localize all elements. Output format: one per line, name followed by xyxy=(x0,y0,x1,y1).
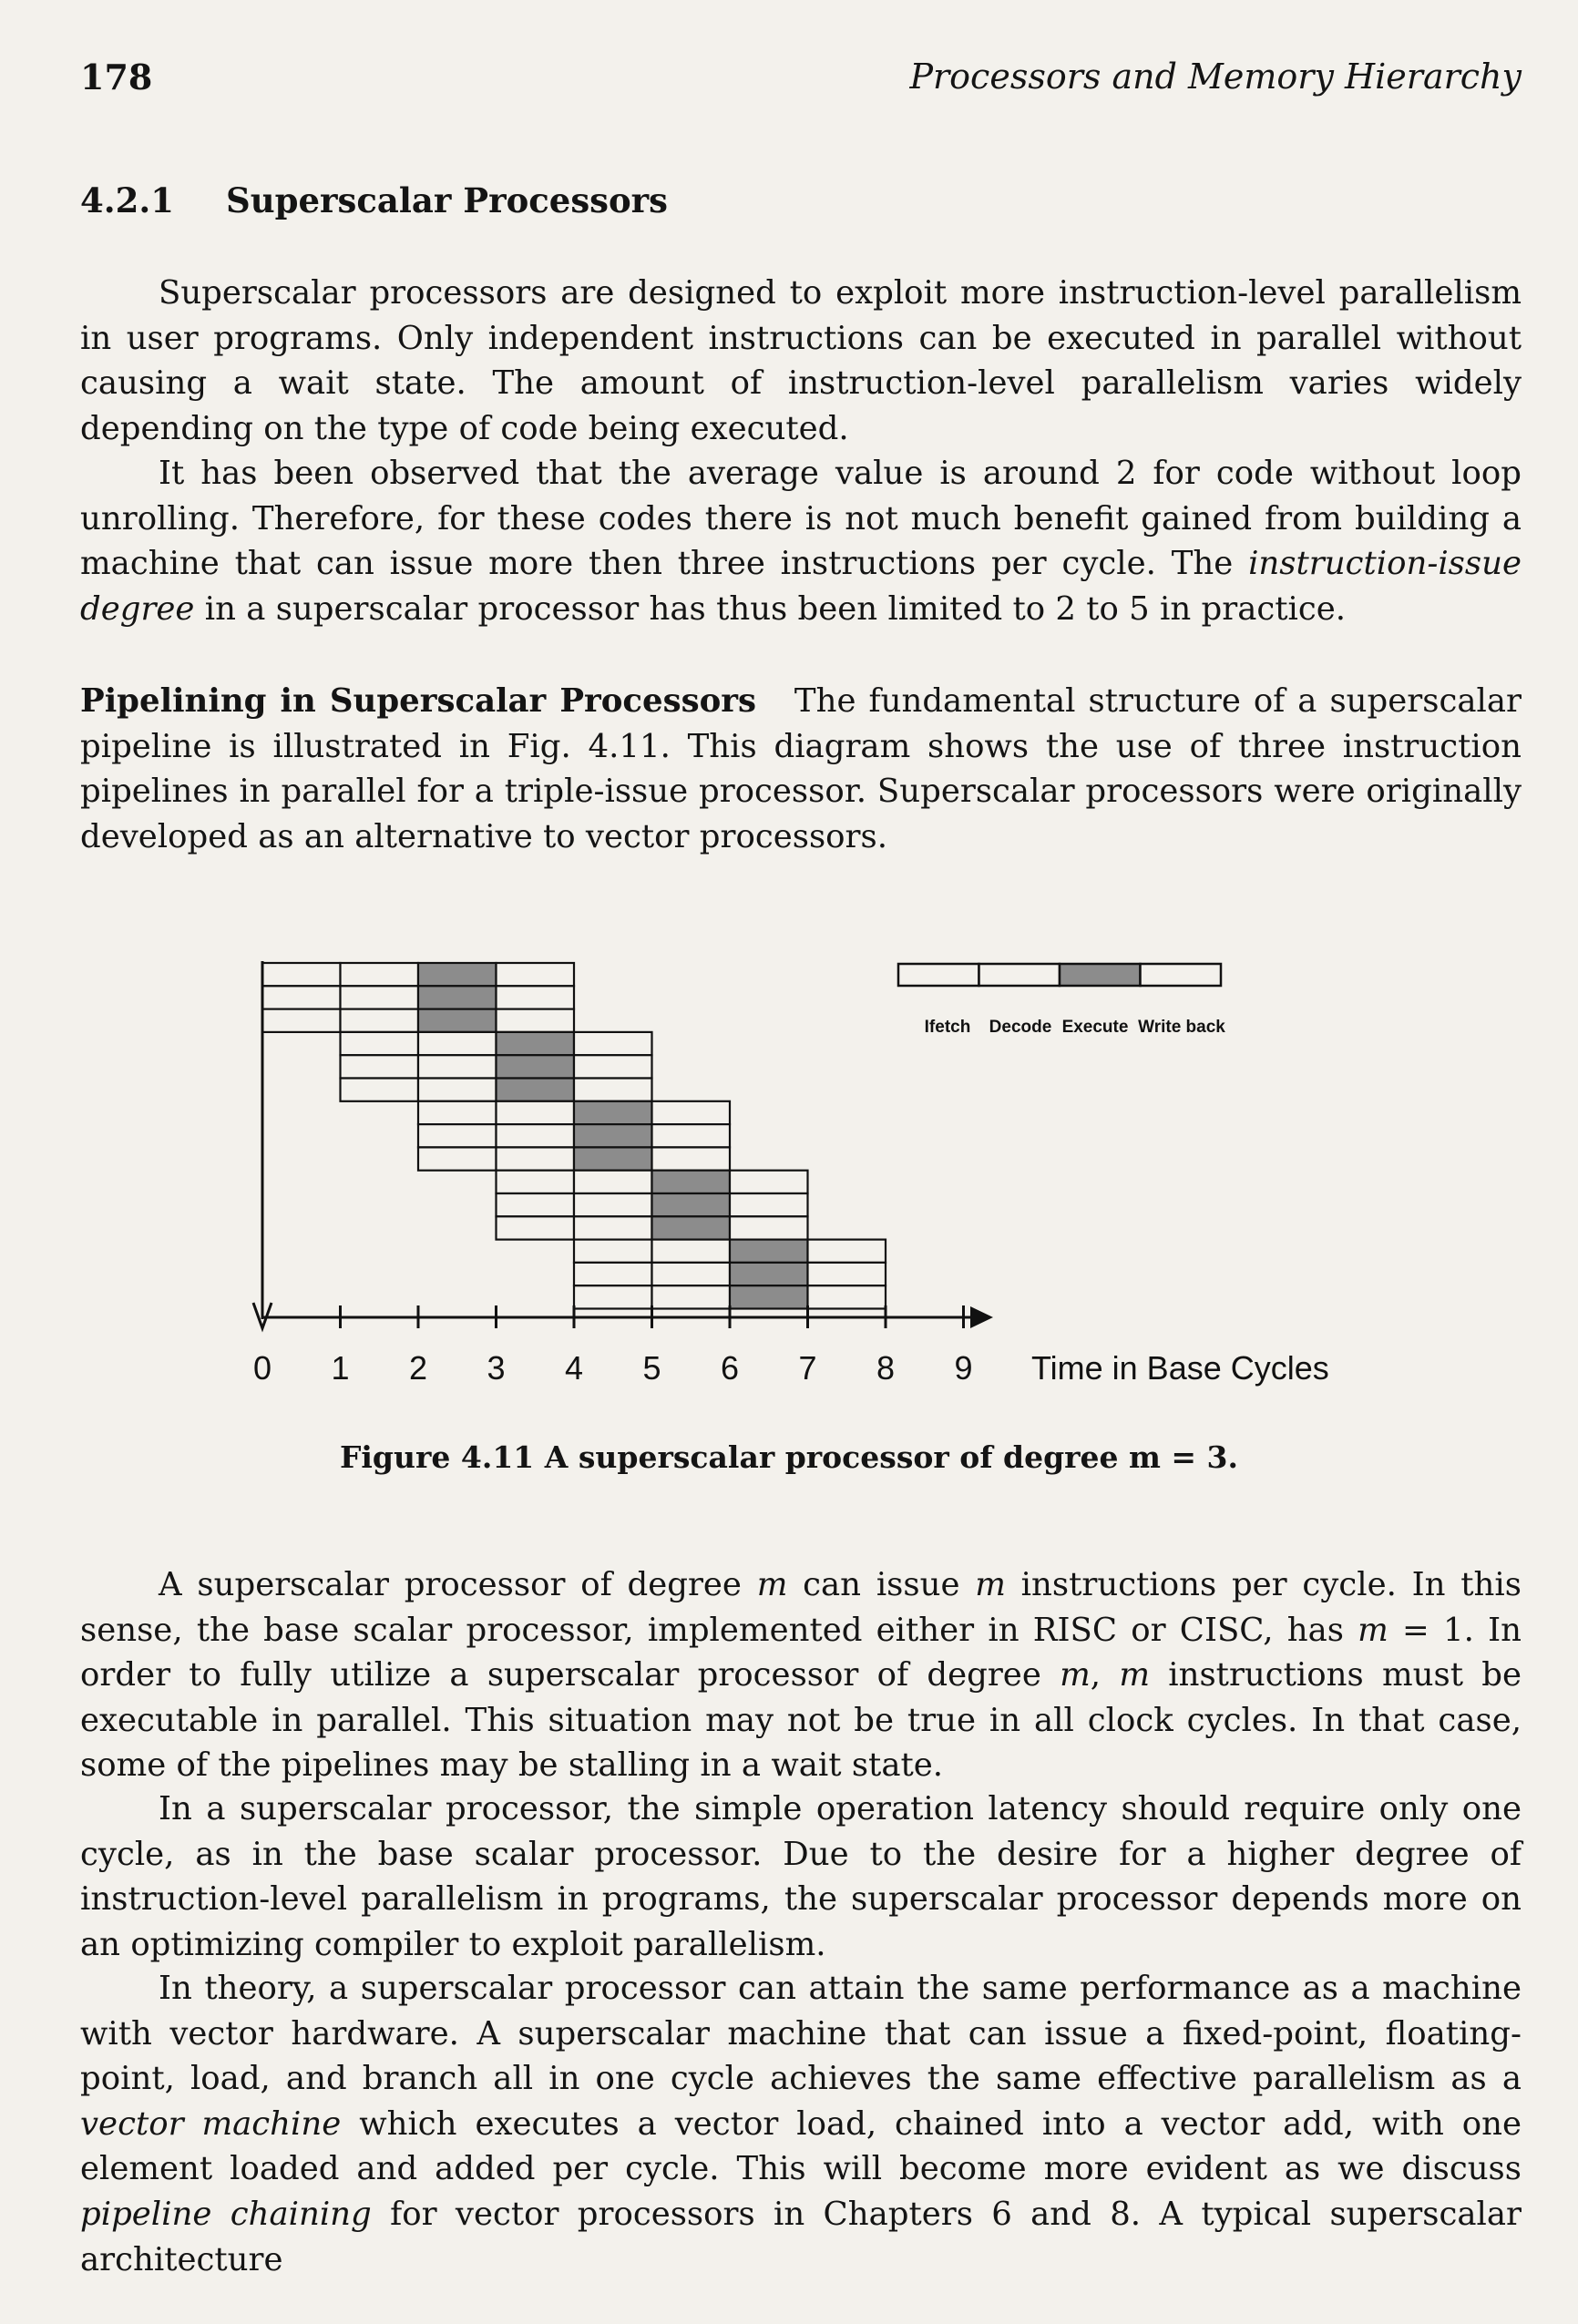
legend-label: Write back xyxy=(1138,1018,1225,1037)
pipeline-stage-cell xyxy=(730,1263,808,1285)
legend-swatch xyxy=(1141,964,1222,986)
paragraph-2-post: in a superscalar processor has thus been limited to 2 to 5 in practice. xyxy=(194,589,1347,628)
pipeline-stage-cell xyxy=(418,1009,497,1032)
paragraph-2-term: instruction-issue degree xyxy=(80,545,1522,628)
pipeline-stage-cell xyxy=(497,986,575,1008)
pipeline-stage-cell xyxy=(652,1216,731,1239)
pipeline-stage-cell xyxy=(574,1032,652,1055)
italic-term: m xyxy=(1060,1656,1091,1694)
pipeline-stage-cell xyxy=(808,1240,886,1263)
pipeline-stage-cell xyxy=(341,1009,419,1032)
pipeline-stage-cell xyxy=(418,1101,497,1124)
pipeline-stage-cell xyxy=(262,963,341,986)
axis-arrowhead-right xyxy=(970,1306,993,1328)
pipeline-stage-cell xyxy=(652,1193,731,1216)
pipeline-stage-cell xyxy=(418,1147,497,1170)
text-run: instructions per cycle. In this sense, the base scalar processor, implemented either in RISC or CISC, has xyxy=(80,1566,1522,1649)
pipeline-stage-cell xyxy=(418,963,497,986)
pipeline-stage-cell xyxy=(652,1147,731,1170)
pipeline-stage-cell xyxy=(652,1124,731,1147)
pipeline-stage-cell xyxy=(262,986,341,1008)
pipeline-stage-cell xyxy=(730,1171,808,1193)
legend-label: Execute xyxy=(1061,1018,1129,1037)
pipeline-stage-cell xyxy=(418,986,497,1008)
italic-term: m xyxy=(1358,1611,1388,1649)
pipeline-stage-cell xyxy=(574,1263,652,1285)
italic-term: vector machine xyxy=(80,2104,342,2143)
pipeline-stage-cell xyxy=(574,1147,652,1170)
pipeline-stage-cell xyxy=(574,1285,652,1308)
section-title: Superscalar Processors xyxy=(226,180,668,220)
italic-term: pipeline chaining xyxy=(80,2195,372,2233)
pipeline-stage-cell xyxy=(574,1055,652,1078)
page-number: 178 xyxy=(80,56,153,97)
pipeline-stage-cell xyxy=(652,1240,731,1263)
paragraph-2-pre: It has been observed that the average value is around 2 for code without loop unrolling. Therefore, for these codes there is not much benefit gained from building a machine that can issue more then three instructions per cycle. The xyxy=(80,455,1522,583)
pipeline-stage-cell xyxy=(652,1285,731,1308)
pipeline-stage-cell xyxy=(574,1079,652,1101)
pipeline-stage-cell xyxy=(497,1009,575,1032)
legend-label: Decode xyxy=(989,1018,1052,1037)
pipeline-stage-cell xyxy=(574,1101,652,1124)
text-run: In a superscalar processor, the simple operation latency should require only one cycle, as in the base scalar processor. Due to the desire for a higher degree of instruction-level parallelism in programs, the superscalar processor depends more on an optimizing compiler to exploit parallelism. xyxy=(80,1790,1522,1963)
x-tick-label: 6 xyxy=(720,1349,740,1387)
pipeline-stage-cell xyxy=(574,1240,652,1263)
pipeline-stage-cell xyxy=(574,1193,652,1216)
pipeline-stage-cell xyxy=(497,1147,575,1170)
pipeline-stage-cell xyxy=(730,1216,808,1239)
paragraph-4-body xyxy=(80,1566,1522,1784)
pipeline-stage-cell xyxy=(808,1285,886,1308)
pipeline-stage-cell xyxy=(574,1124,652,1147)
text-run: , xyxy=(1090,1656,1120,1694)
legend-swatch xyxy=(898,964,979,986)
legend-swatch xyxy=(1060,964,1141,986)
paragraph-3-text: The fundamental structure of a superscalar pipeline is illustrated in Fig. 4.11. This diagram shows the use of three instruction pipelines in parallel for a triple-issue processor. Superscalar processors were originally developed as an alternative to vector processors. xyxy=(80,682,1522,855)
x-tick-label: 0 xyxy=(252,1349,272,1387)
pipeline-stage-cell xyxy=(652,1171,731,1193)
legend-label: Ifetch xyxy=(924,1018,971,1037)
pipeline-stage-cell xyxy=(730,1193,808,1216)
section-number: 4.2.1 xyxy=(80,180,174,220)
x-tick-label: 7 xyxy=(798,1349,817,1387)
run-in-heading: Pipelining in Superscalar Processors xyxy=(80,682,756,720)
pipeline-stage-cell xyxy=(341,1032,419,1055)
paragraph-1: Superscalar processors are designed to exploit more instruction-level parallelism in user programs. Only independent instructions can be executed in parallel without causing a wait state. The amount of instruction-level parallelism varies widely depending on the type of code being executed. xyxy=(80,274,1522,447)
text-run: instructions must be executable in parallel. This situation may not be true in all clock cycles. In that case, some of the pipelines may be stalling in a wait state. xyxy=(80,1656,1522,1785)
x-tick-label: 3 xyxy=(487,1349,506,1387)
pipeline-stage-cell xyxy=(497,1216,575,1239)
pipeline-stage-cell xyxy=(497,1055,575,1078)
x-tick-label: 1 xyxy=(331,1349,350,1387)
pipeline-stage-cell xyxy=(730,1285,808,1308)
paragraph-5-body xyxy=(80,1790,1522,1963)
x-tick-label: 8 xyxy=(876,1349,896,1387)
pipeline-stage-cell xyxy=(497,1032,575,1055)
x-tick-label: 2 xyxy=(408,1349,428,1387)
italic-term: m xyxy=(975,1566,1006,1603)
italic-term: m xyxy=(1119,1656,1150,1694)
pipeline-stage-cell xyxy=(341,1079,419,1101)
pipeline-stage-cell xyxy=(730,1240,808,1263)
pipeline-stage-cell xyxy=(497,1124,575,1147)
pipeline-stage-cell xyxy=(262,1009,341,1032)
legend-swatch xyxy=(979,964,1061,986)
pipeline-stage-cell xyxy=(418,1032,497,1055)
pipeline-stage-cell xyxy=(341,1055,419,1078)
pipeline-stage-cell xyxy=(497,1193,575,1216)
running-title: Processors and Memory Hierarchy xyxy=(909,56,1522,97)
pipeline-stage-cell xyxy=(497,1171,575,1193)
text-run: can issue xyxy=(787,1566,976,1603)
pipeline-stage-cell xyxy=(652,1263,731,1285)
pipeline-stage-cell xyxy=(574,1216,652,1239)
text-run: for vector processors in Chapters 6 and 8. A typical superscalar architecture xyxy=(80,2195,1522,2278)
text-run: which executes a vector load, chained into a vector add, with one element loaded and added per cycle. This will become more evident as we discuss xyxy=(80,2104,1522,2188)
pipeline-stage-cell xyxy=(341,963,419,986)
x-tick-label: 9 xyxy=(954,1349,973,1387)
text-run: In theory, a superscalar processor can attain the same performance as a machine with vector hardware. A superscalar machine that can issue a fixed-point, floating-point, load, and branch all in one cycle achieves the same effective parallelism as a xyxy=(80,1970,1522,2098)
text-run: A superscalar processor of degree xyxy=(159,1566,757,1603)
pipeline-stage-cell xyxy=(497,1079,575,1101)
paragraph-6 xyxy=(80,1966,1522,2282)
paragraph-4 xyxy=(80,1562,1522,1788)
paragraph-5 xyxy=(80,1787,1522,1967)
pipeline-stage-cell xyxy=(418,1124,497,1147)
pipeline-stage-cell xyxy=(497,963,575,986)
italic-term: m xyxy=(756,1566,788,1603)
pipeline-stage-cell xyxy=(574,1171,652,1193)
figure-caption: Figure 4.11 A superscalar processor of degree m = 3. xyxy=(339,1439,1239,1475)
pipeline-stage-cell xyxy=(497,1101,575,1124)
x-tick-label: 5 xyxy=(642,1349,661,1387)
pipeline-stage-cell xyxy=(652,1101,731,1124)
text-run: = 1. In order to fully utilize a superscalar processor of degree xyxy=(80,1611,1522,1694)
pipeline-stage-cell xyxy=(418,1055,497,1078)
x-tick-label: 4 xyxy=(564,1349,584,1387)
paragraph-6-body xyxy=(80,1970,1522,2278)
x-axis-label: Time in Base Cycles xyxy=(1031,1349,1329,1387)
pipeline-stage-cell xyxy=(418,1079,497,1101)
pipeline-stage-cell xyxy=(341,986,419,1008)
pipeline-stage-cell xyxy=(808,1263,886,1285)
